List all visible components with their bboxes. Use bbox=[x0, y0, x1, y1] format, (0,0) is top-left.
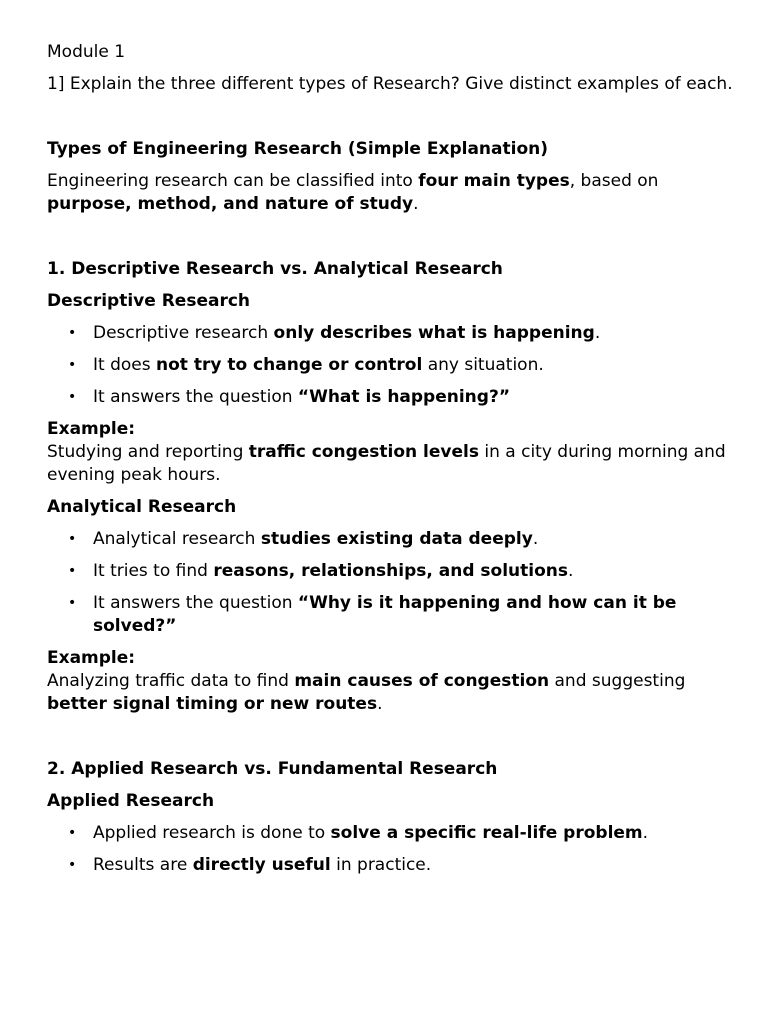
bullet-icon: • bbox=[68, 389, 77, 405]
section-heading-2: 2. Applied Research vs. Fundamental Research bbox=[47, 759, 498, 779]
descriptive-bullet-list bbox=[47, 322, 737, 409]
bullet-icon: • bbox=[68, 595, 77, 611]
bullet-icon: • bbox=[68, 357, 77, 373]
question-text: 1] Explain the three different types of Research? Give distinct examples of each. bbox=[47, 74, 733, 94]
document-title: Types of Engineering Research (Simple Explanation) bbox=[47, 139, 549, 159]
applied-bullet-list bbox=[47, 822, 737, 877]
subheading-analytical: Analytical Research bbox=[47, 497, 237, 517]
subheading-descriptive: Descriptive Research bbox=[47, 291, 251, 311]
example-label: Example: bbox=[47, 648, 136, 668]
list-item: • It answers the question “What is happening?” bbox=[68, 387, 510, 407]
list-item: • Descriptive research only describes what is happening. bbox=[68, 323, 601, 343]
example-label: Example: bbox=[47, 419, 136, 439]
analytical-bullet-list bbox=[47, 528, 737, 638]
list-item: • Results are directly useful in practice. bbox=[68, 855, 432, 875]
bullet-icon: • bbox=[68, 325, 77, 341]
analytical-example: Analyzing traffic data to find main causes of congestion and suggesting better signal timing or new routes. bbox=[47, 671, 686, 714]
list-item: • Applied research is done to solve a specific real-life problem. bbox=[68, 823, 649, 843]
intro-paragraph: Engineering research can be classified into four main types, based on purpose, method, and nature of study. bbox=[47, 171, 659, 214]
bullet-icon: • bbox=[68, 825, 77, 841]
section-heading-1: 1. Descriptive Research vs. Analytical Research bbox=[47, 259, 503, 279]
bullet-icon: • bbox=[68, 857, 77, 873]
list-item: • It tries to find reasons, relationships, and solutions. bbox=[68, 561, 574, 581]
descriptive-example: Studying and reporting traffic congestion levels in a city during morning and evening peak hours. bbox=[47, 442, 726, 485]
list-item: • It answers the question “Why is it happening and how can it be solved?” bbox=[68, 593, 677, 636]
subheading-applied: Applied Research bbox=[47, 791, 215, 811]
list-item: • Analytical research studies existing data deeply. bbox=[68, 529, 539, 549]
list-item: • It does not try to change or control any situation. bbox=[68, 355, 544, 375]
document-page bbox=[47, 41, 737, 886]
bullet-icon: • bbox=[68, 563, 77, 579]
bullet-icon: • bbox=[68, 531, 77, 547]
module-label: Module 1 bbox=[47, 42, 126, 62]
